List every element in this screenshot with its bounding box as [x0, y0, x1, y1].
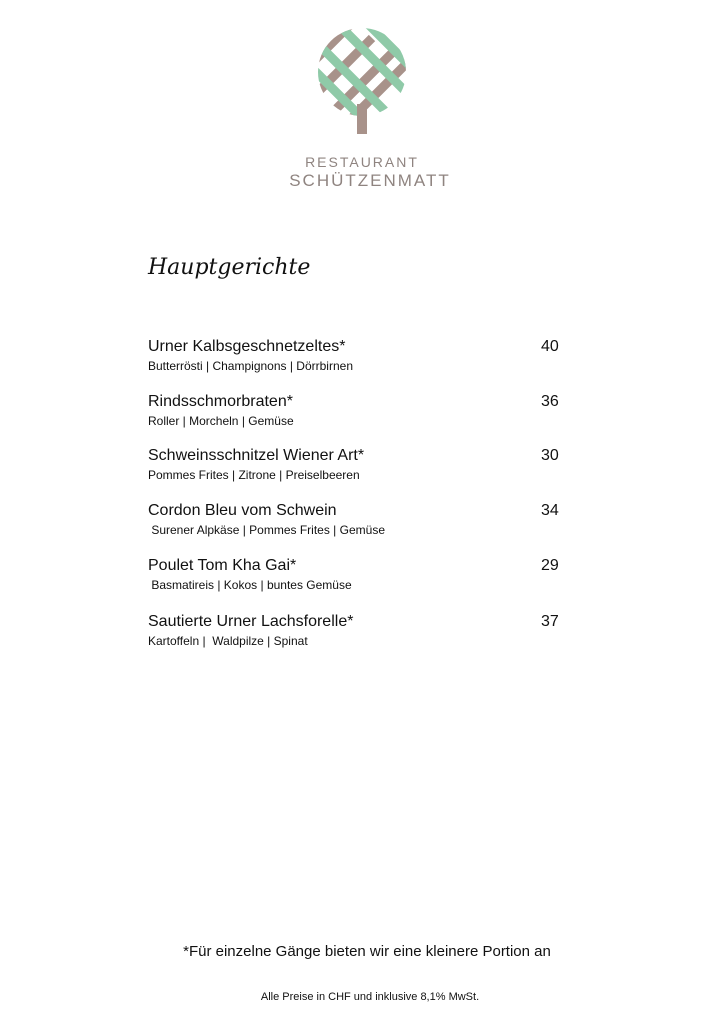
logo-line-restaurant: RESTAURANT [305, 154, 419, 170]
menu-item [148, 392, 568, 429]
dish-description: Kartoffeln | Waldpilze | Spinat [148, 634, 308, 648]
restaurant-logo-tree [312, 28, 412, 138]
menu-item [148, 556, 568, 593]
dish-name: Poulet Tom Kha Gai* [148, 557, 297, 574]
menu-item [148, 446, 568, 483]
menu-item [148, 612, 568, 649]
dish-price: 30 [541, 447, 559, 464]
dish-name: Rindsschmorbraten* [148, 393, 293, 410]
dish-description: Pommes Frites | Zitrone | Preiselbeeren [148, 468, 360, 482]
dish-name: Cordon Bleu vom Schwein [148, 502, 337, 519]
dish-price: 34 [541, 502, 559, 519]
dish-price: 37 [541, 613, 559, 630]
dish-price: 29 [541, 557, 559, 574]
dish-name: Schweinsschnitzel Wiener Art* [148, 447, 365, 464]
dish-description: Surener Alpkäse | Pommes Frites | Gemüse [148, 523, 385, 537]
dish-price: 36 [541, 393, 559, 410]
logo-line-name: SCHÜTZENMATT [289, 171, 451, 190]
dish-description: Basmatireis | Kokos | buntes Gemüse [148, 578, 352, 592]
dish-description: Butterrösti | Champignons | Dörrbirnen [148, 359, 353, 373]
dish-description: Roller | Morcheln | Gemüse [148, 414, 294, 428]
price-info-footer: Alle Preise in CHF und inklusive 8,1% MwSt. [260, 991, 480, 1003]
portion-footnote: *Für einzelne Gänge bieten wir eine kleinere Portion an [183, 943, 551, 960]
dish-name: Urner Kalbsgeschnetzeltes* [148, 338, 346, 355]
menu-item [148, 501, 568, 538]
menu-item [148, 337, 568, 374]
section-title: Hauptgerichte [148, 255, 311, 280]
dish-name: Sautierte Urner Lachsforelle* [148, 613, 354, 630]
dish-price: 40 [541, 338, 559, 355]
